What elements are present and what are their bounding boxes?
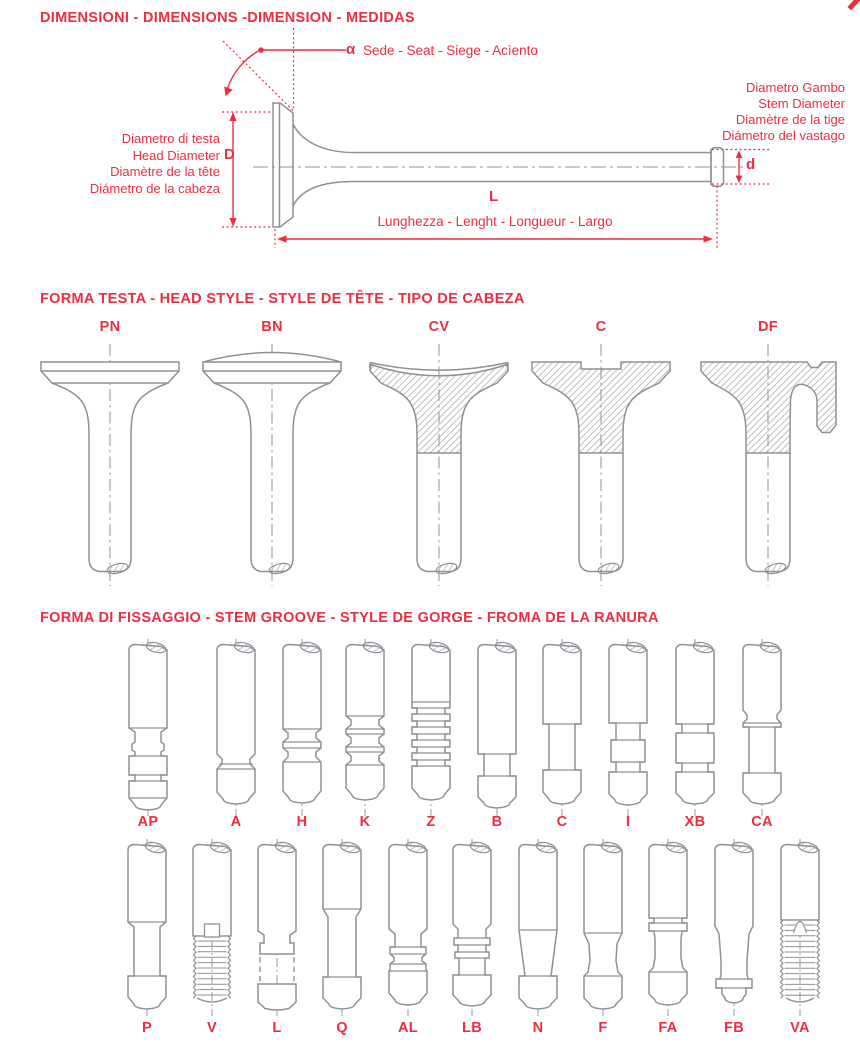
stem-groove-figure-ca xyxy=(734,636,790,822)
stem-groove-label-xb: XB xyxy=(684,814,706,830)
stem-groove-figure-l xyxy=(249,836,305,1022)
stem-groove-label-k: K xyxy=(359,814,371,830)
stem-groove-label-b: B xyxy=(491,814,503,830)
length-label: Lunghezza - Lenght - Longueur - Largo xyxy=(377,214,613,229)
head-style-label-bn: BN xyxy=(261,319,283,335)
stem-groove-figure-f xyxy=(575,836,631,1022)
stem-groove-label-a: A xyxy=(230,814,242,830)
stem-diameter-label-es: Diámetro del vastago xyxy=(722,128,845,143)
stem-diameter-symbol: d xyxy=(746,156,756,173)
stem-groove-label-q: Q xyxy=(336,1020,348,1036)
stem-groove-figure-lb xyxy=(444,836,500,1022)
stem-groove-figure-xb xyxy=(667,636,723,822)
head-style-label-cv: CV xyxy=(428,319,450,335)
seat-label: Sede - Seat - Siege - Acìento xyxy=(363,43,538,58)
stem-groove-figure-p xyxy=(119,836,175,1022)
stem-groove-label-va: VA xyxy=(790,1020,810,1036)
stem-groove-label-i: I xyxy=(625,814,631,830)
stem-groove-label-fb: FB xyxy=(724,1020,744,1036)
stem-groove-label-h: H xyxy=(296,814,308,830)
stem-groove-figure-a xyxy=(208,636,264,822)
head-diameter-label-it: Diametro di testa xyxy=(121,131,220,146)
head-diameter-labels xyxy=(0,131,220,197)
stem-groove-figure-v xyxy=(184,836,240,1022)
head-style-figure-df xyxy=(683,340,853,590)
stem-groove-label-ca: CA xyxy=(751,814,773,830)
stem-groove-label-n: N xyxy=(532,1020,544,1036)
stem-groove-label-al: AL xyxy=(398,1020,418,1036)
stem-groove-label-c: C xyxy=(556,814,568,830)
head-style-figure-c xyxy=(516,340,686,590)
stem-groove-label-lb: LB xyxy=(462,1020,482,1036)
head-diameter-symbol: D xyxy=(224,146,235,163)
stem-groove-figure-al xyxy=(380,836,436,1022)
head-style-label-c: C xyxy=(595,319,607,335)
stem-groove-label-v: V xyxy=(207,1020,217,1036)
stem-groove-label-p: P xyxy=(142,1020,152,1036)
dimensions-section-title: DIMENSIONI - DIMENSIONS -DIMENSION - MEDIDAS xyxy=(40,10,415,26)
stem-groove-label-l: L xyxy=(272,1020,282,1036)
stem-groove-figure-fa xyxy=(640,836,696,1022)
stem-groove-label-fa: FA xyxy=(658,1020,678,1036)
stem-diameter-label-en: Stem Diameter xyxy=(758,96,845,111)
stem-groove-figure-n xyxy=(510,836,566,1022)
stem-groove-label-f: F xyxy=(598,1020,608,1036)
stem-diameter-label-it: Diametro Gambo xyxy=(746,80,845,95)
head-style-section-title: FORMA TESTA - HEAD STYLE - STYLE DE TÊTE - TIPO DE CABEZA xyxy=(40,291,525,307)
head-diameter-label-fr: Diamètre de la tête xyxy=(110,164,220,179)
stem-groove-figure-ap xyxy=(120,636,176,822)
stem-groove-label-ap: AP xyxy=(137,814,159,830)
stem-groove-figure-h xyxy=(274,636,330,822)
stem-groove-figure-va xyxy=(772,836,828,1022)
stem-groove-label-z: Z xyxy=(426,814,436,830)
head-style-label-df: DF xyxy=(758,319,778,335)
stem-diameter-labels xyxy=(595,80,845,144)
stem-groove-figure-b xyxy=(469,636,525,822)
seat-angle-symbol: α xyxy=(346,41,356,58)
head-style-label-pn: PN xyxy=(99,319,121,335)
head-diameter-label-en: Head Diameter xyxy=(132,147,220,163)
stem-groove-figure-q xyxy=(314,836,370,1022)
stem-groove-figure-c xyxy=(534,636,590,822)
head-style-figure-pn xyxy=(25,340,195,590)
stem-groove-section-title: FORMA DI FISSAGGIO - STEM GROOVE - STYLE DE GORGE - FROMA DE LA RANURA xyxy=(40,610,659,626)
stem-groove-figure-k xyxy=(337,636,393,822)
length-symbol: L xyxy=(489,188,499,205)
stem-groove-figure-fb xyxy=(706,836,762,1022)
stem-groove-figure-i xyxy=(600,636,656,822)
stem-groove-figure-z xyxy=(403,636,459,822)
head-style-figure-bn xyxy=(187,340,357,590)
head-style-figure-cv xyxy=(354,340,524,590)
head-diameter-label-es: Diámetro de la cabeza xyxy=(89,180,220,196)
stem-diameter-label-fr: Diamètre de la tige xyxy=(735,112,845,127)
